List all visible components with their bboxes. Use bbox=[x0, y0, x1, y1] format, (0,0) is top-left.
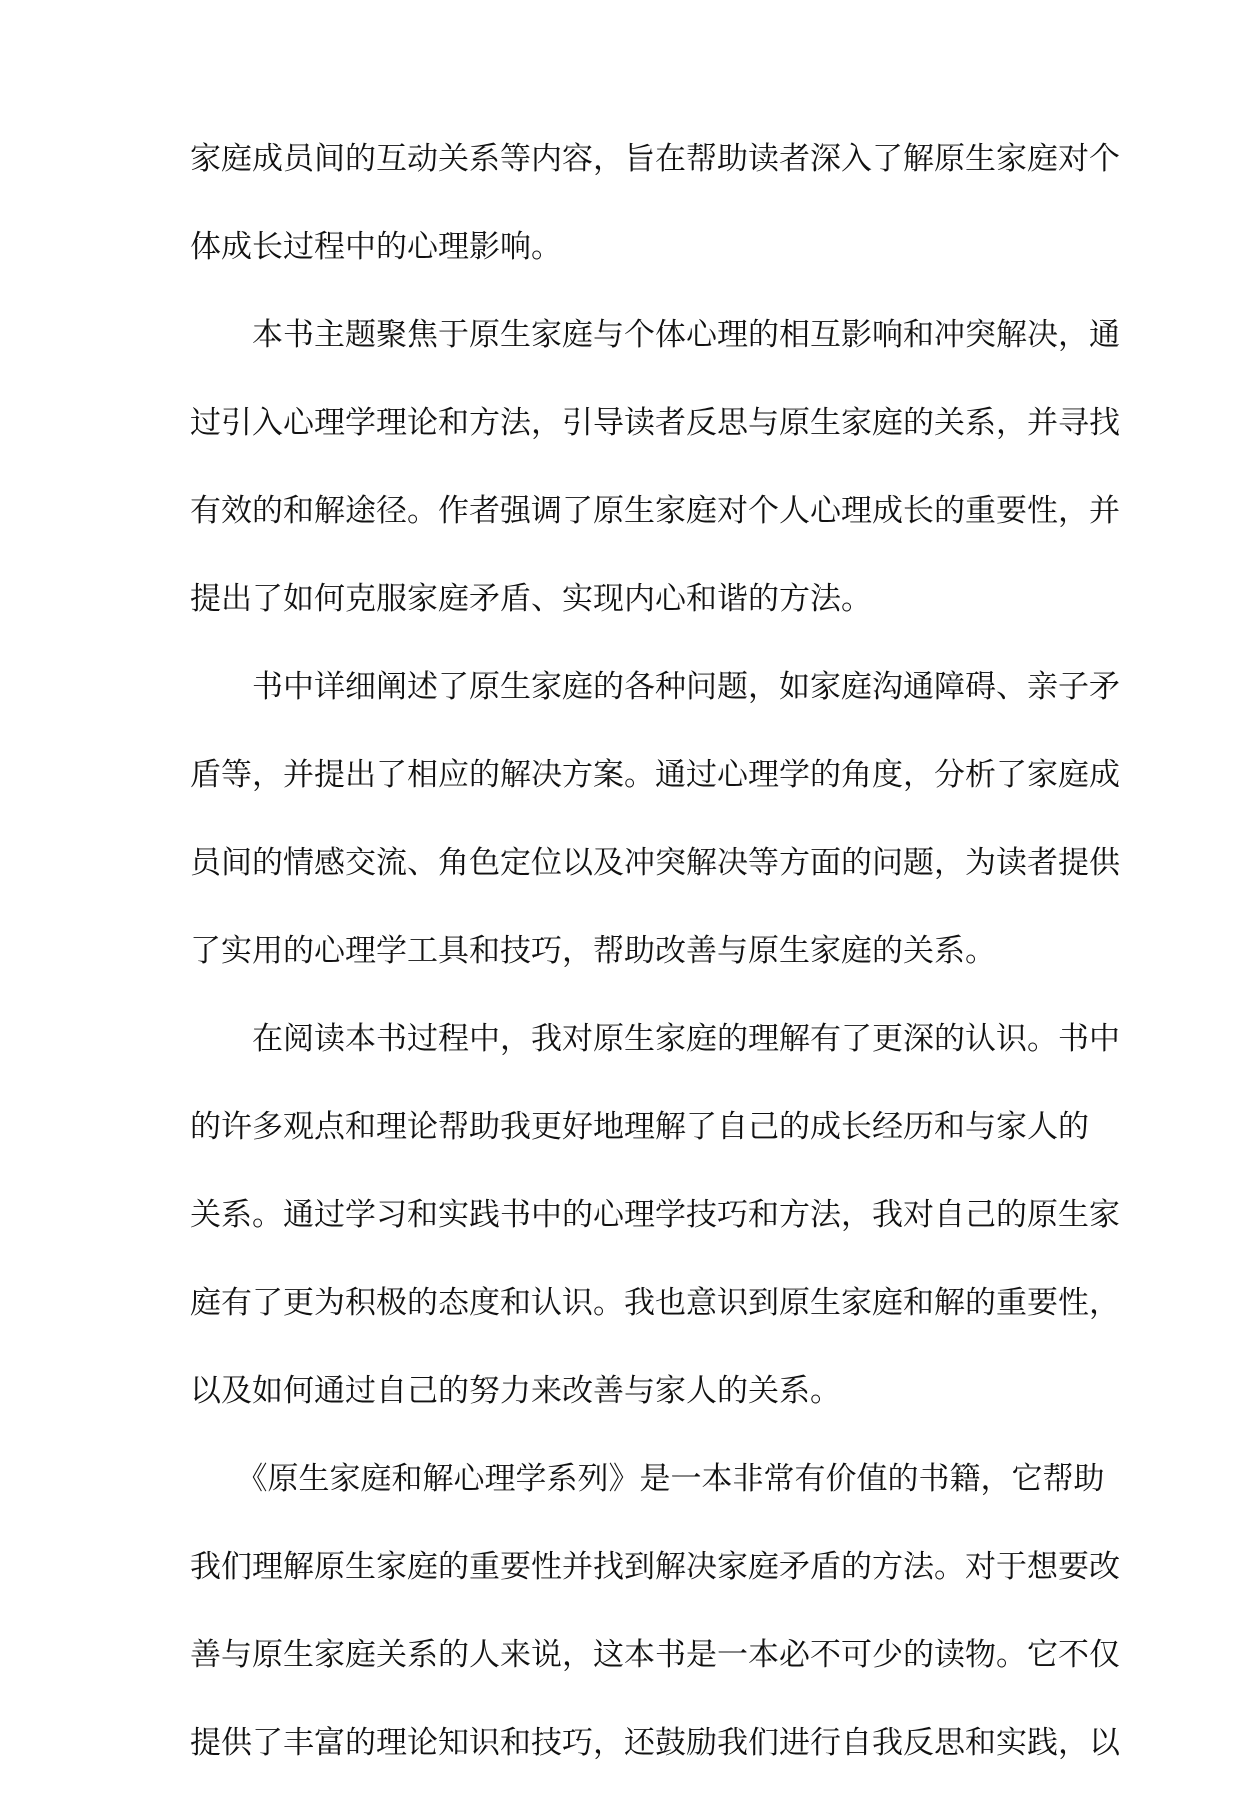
text-line: 提出了如何克服家庭矛盾、实现内心和谐的方法。 bbox=[190, 581, 872, 617]
text-line: 有效的和解途径。作者强调了原生家庭对个人心理成长的重要性，并 bbox=[190, 493, 1120, 529]
text-line: 善与原生家庭关系的人来说，这本书是一本必不可少的读物。它不仅 bbox=[190, 1637, 1120, 1673]
text-line: 的许多观点和理论帮助我更好地理解了自己的成长经历和与家人的 bbox=[190, 1109, 1089, 1145]
text-line: 关系。通过学习和实践书中的心理学技巧和方法，我对自己的原生家 bbox=[190, 1197, 1120, 1233]
text-line: 家庭成员间的互动关系等内容，旨在帮助读者深入了解原生家庭对个 bbox=[190, 141, 1120, 177]
text-line: 盾等，并提出了相应的解决方案。通过心理学的角度，分析了家庭成 bbox=[190, 757, 1120, 793]
text-line: 书中详细阐述了原生家庭的各种问题，如家庭沟通障碍、亲子矛 bbox=[190, 669, 1120, 705]
body-text bbox=[190, 141, 1120, 1814]
text-line: 了实用的心理学工具和技巧，帮助改善与原生家庭的关系。 bbox=[190, 933, 996, 969]
text-line: 庭有了更为积极的态度和认识。我也意识到原生家庭和解的重要性， bbox=[190, 1285, 1120, 1321]
text-line: 《原生家庭和解心理学系列》是一本非常有价值的书籍，它帮助 bbox=[190, 1461, 1105, 1497]
text-line: 在阅读本书过程中，我对原生家庭的理解有了更深的认识。书中 bbox=[190, 1021, 1120, 1057]
text-line: 体成长过程中的心理影响。 bbox=[190, 229, 562, 265]
text-line: 员间的情感交流、角色定位以及冲突解决等方面的问题，为读者提供 bbox=[190, 845, 1120, 881]
text-line: 过引入心理学理论和方法，引导读者反思与原生家庭的关系，并寻找 bbox=[190, 405, 1120, 441]
text-line: 我们理解原生家庭的重要性并找到解决家庭矛盾的方法。对于想要改 bbox=[190, 1549, 1120, 1585]
text-line: 本书主题聚焦于原生家庭与个体心理的相互影响和冲突解决，通 bbox=[190, 317, 1120, 353]
text-line: 以及如何通过自己的努力来改善与家人的关系。 bbox=[190, 1373, 841, 1409]
text-line: 提供了丰富的理论知识和技巧，还鼓励我们进行自我反思和实践，以 bbox=[190, 1725, 1120, 1761]
